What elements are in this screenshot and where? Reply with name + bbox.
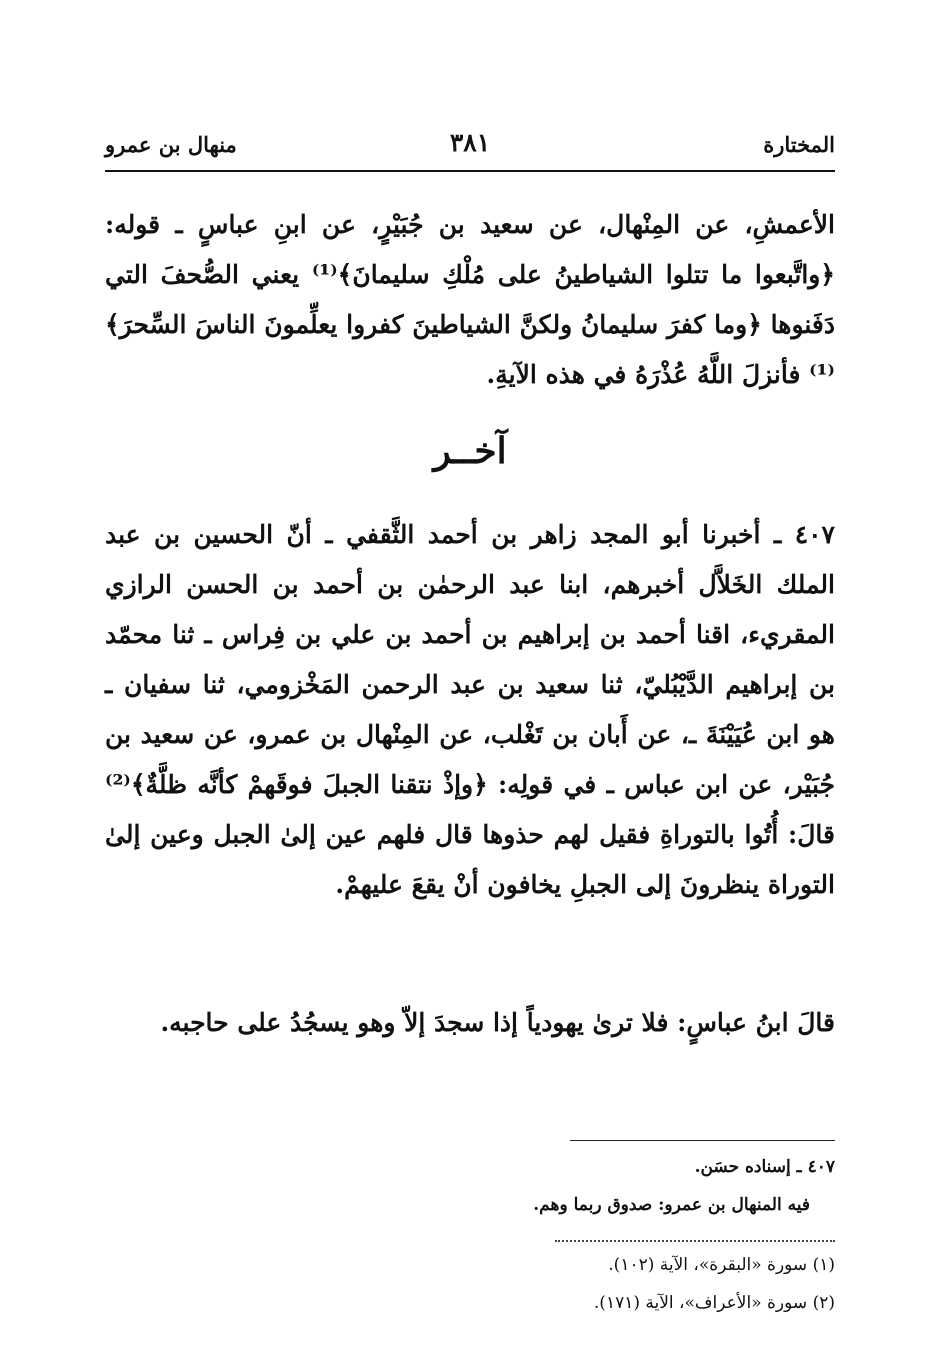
- footnote-hadith-grade: ٤٠٧ ـ إسناده حسَن.: [694, 1157, 835, 1177]
- footnote-dotted-divider: [555, 1240, 835, 1242]
- page-number: ٣٨١: [449, 128, 491, 157]
- footnote-narrator: فيه المنهال بن عمرو: صدوق ربما وهم.: [533, 1195, 810, 1215]
- footnote-divider: [570, 1140, 835, 1141]
- chapter-title: منهال بن عمرو: [105, 132, 237, 157]
- paragraph-text: قالَ ابنُ عباسٍ: فلا ترىٰ يهودياً إذا سجدَ إلاّ وهو يسجُدُ على حاجبه.: [160, 1008, 835, 1037]
- header-rule: [105, 170, 835, 172]
- paragraph-text: ٤٠٧ ـ أخبرنا أبو المجد زاهر بن أحمد الثَّقفي ـ أنّ الحسين بن عبد الملك الخَلاَّل أخبرهم، ابنا عبد الرحمٰن بن أحمد بن الحسن الرازي المقريء، اقنا أحمد بن إبراهيم بن أحمد بن علي بن فِراس ـ ثنا محمّد بن إبراهيم الدَّيْبُليّ، ثنا سعيد بن عبد الرحمن المَخْزومي، ثنا سفيان ـ هو ابن عُيَيْنَةَ ـ، عن أَبان بن تَغْلب، عن المِنْهال بن عمرو، عن سعيد بن جُبَيْر، عن ابن عباس ـ في قولِه: ﴿وإذْ نتقنا الجبلَ فوقَهمْ كأنَّه ظلَّةٌ﴾⁽²⁾ قالَ: أُتُوا بالتوراةِ فقيل لهم حذوها قال فلهم عين إلىٰ الجبل وعين إلىٰ التوراة ينظرونَ إلى الجبلِ يخافون أنْ يقعَ عليهمْ.: [105, 520, 835, 899]
- hadith-407: [105, 510, 835, 910]
- book-title: المختارة: [763, 132, 835, 157]
- footnote-2: (٢) سورة «الأعراف»، الآية (١٧١).: [593, 1293, 835, 1313]
- section-heading: آخــر: [433, 430, 507, 472]
- paragraph-continuation: [105, 200, 835, 400]
- running-header: [105, 128, 835, 168]
- ibn-abbas-statement: [105, 998, 835, 1048]
- paragraph-text: الأعمشِ، عن المِنْهال، عن سعيد بن جُبَيْرٍ، عن ابنِ عباسٍ ـ قوله: ﴿واتَّبعوا ما تتلوا الشياطينُ على مُلْكِ سليمانَ﴾⁽¹⁾ يعني الصُّحفَ التي دَفَنوها ﴿وما كفرَ سليمانُ ولكنَّ الشياطينَ كفروا يعلِّمونَ الناسَ السِّحرَ﴾⁽¹⁾ فأنزلَ اللَّهُ عُذْرَهُ في هذه الآيةِ.: [105, 210, 835, 389]
- footnote-1: (١) سورة «البقرة»، الآية (١٠٢).: [608, 1255, 835, 1275]
